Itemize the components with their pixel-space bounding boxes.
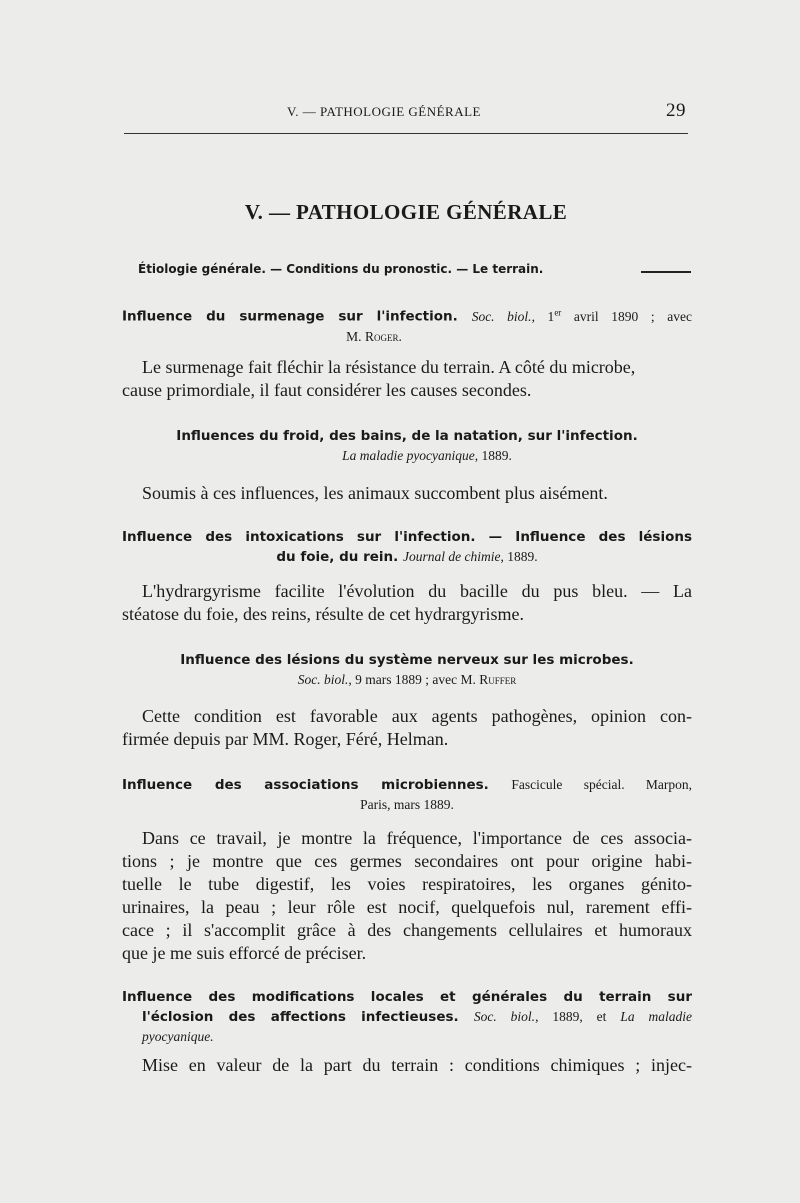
page-number: 29 xyxy=(666,100,686,121)
entry-body: L'hydrargyrisme facilite l'évolution du bacille du pus bleu. — La stéatose du foie, des reins, résulte de cet hydrargyrisme. xyxy=(122,581,692,624)
entry-body: Cette condition est favorable aux agents pathogènes, opinion con- firmée depuis par MM. Roger, Féré, Helman. xyxy=(122,706,692,749)
entry-title: Influence des modifications locales et générales du terrain sur l'éclosion des affections infectieuses. Soc. biol., 1889, et La maladie pyocyanique. xyxy=(122,989,692,1044)
running-head-title: V. — PATHOLOGIE GÉNÉRALE xyxy=(287,104,481,119)
entry-title: Influences du froid, des bains, de la natation, sur l'infection. La maladie pyocyanique, 1889. xyxy=(176,428,638,463)
header-rule xyxy=(124,133,688,134)
subsection-heading xyxy=(138,262,698,282)
subsection-title: Étiologie générale. — Conditions du pronostic. — Le terrain. xyxy=(138,262,544,276)
entry-title: Influence des associations microbiennes. Fascicule spécial. Marpon, Paris, mars 1889. xyxy=(122,777,693,812)
section-title: V. — PATHOLOGIE GÉNÉRALE xyxy=(244,200,568,224)
entry-body: Dans ce travail, je montre la fréquence, l'importance de ces associa- tions ; je montre que ces germes secondaires ont pour origine habi- tuelle le tube digestif, les voies respiratoires, les organes génito- urinaires, la peau ; leur rôle est nocif, quelquefois nul, rarement effi- cace ; il s'accomplit grâce à des changements cellulaires et humoraux que je me suis efforcé de préciser. xyxy=(122,828,692,963)
entry-body: Le surmenage fait fléchir la résistance du terrain. A côté du microbe, cause primordiale, il faut considérer les causes secondes. xyxy=(122,357,636,400)
entry-body: Mise en valeur de la part du terrain : conditions chimiques ; injec- xyxy=(142,1055,692,1075)
entry-title: Influence des lésions du système nerveux sur les microbes. Soc. biol., 9 mars 1889 ; avec M. Ruffer xyxy=(180,652,634,687)
entry-title: Influence des intoxications sur l'infection. — Influence des lésions du foie, du rein. Journal de chimie, 1889. xyxy=(122,529,692,565)
subsection-rule xyxy=(641,271,691,273)
entry-title: Influence du surmenage sur l'infection. Soc. biol., 1er avril 1890 ; avec M. Roger. xyxy=(122,307,693,344)
entry-body: Soumis à ces influences, les animaux succombent plus aisément. xyxy=(142,483,608,503)
running-head xyxy=(122,100,692,122)
